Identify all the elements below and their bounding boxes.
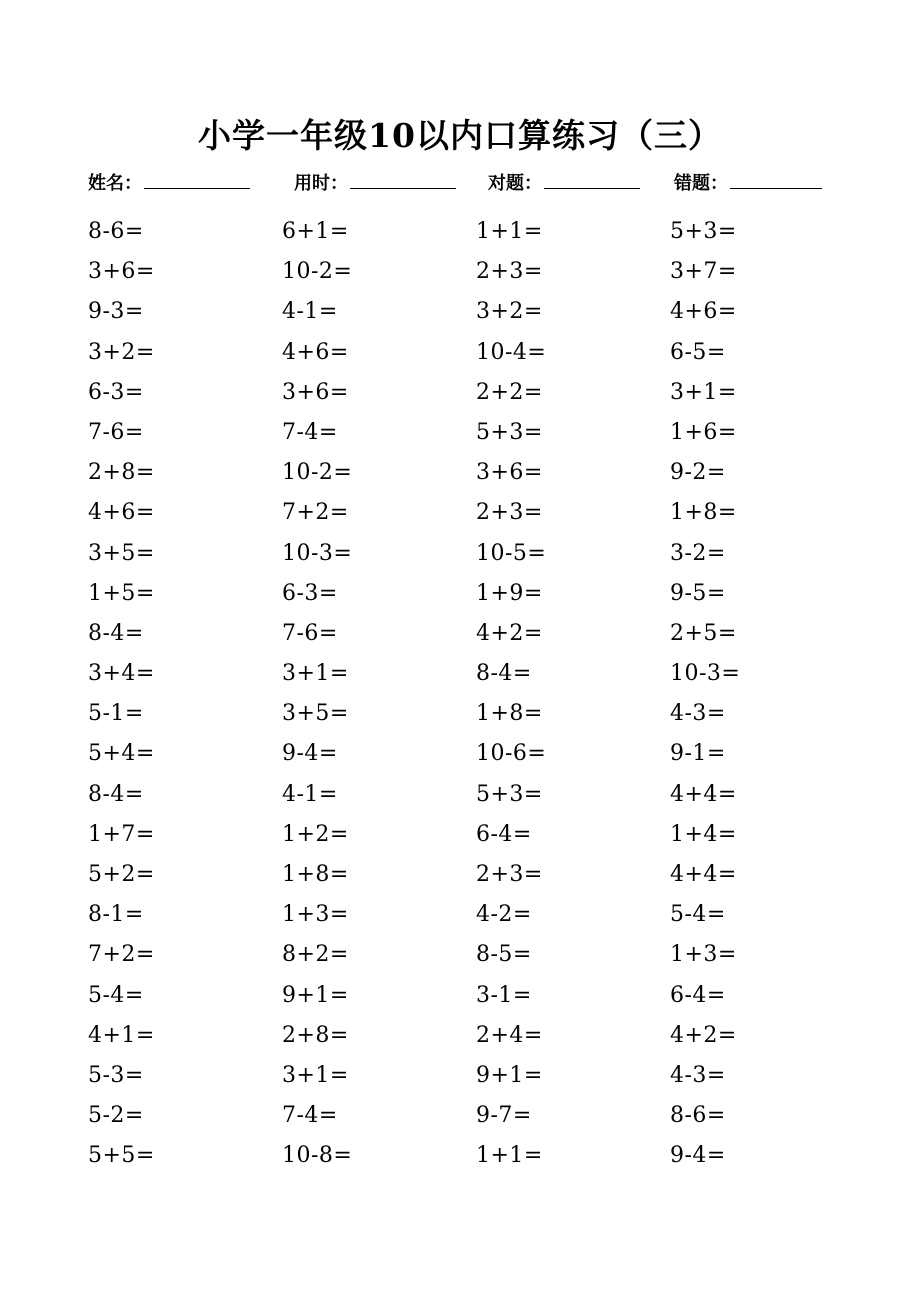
arithmetic-problem[interactable]: 7-4= [282, 1103, 338, 1129]
arithmetic-problem[interactable]: 3+1= [670, 379, 737, 405]
arithmetic-problem[interactable]: 9+1= [476, 1062, 543, 1088]
arithmetic-problem[interactable]: 4+4= [670, 862, 737, 887]
problem-row [88, 252, 848, 292]
arithmetic-problem[interactable]: 2+4= [476, 1022, 543, 1048]
arithmetic-problem[interactable]: 4+1= [88, 1022, 155, 1048]
arithmetic-problem[interactable]: 10-3= [670, 661, 741, 687]
problem-row [88, 373, 848, 413]
arithmetic-problem[interactable]: 2+3= [476, 862, 543, 887]
arithmetic-problem[interactable]: 4-3= [670, 1062, 726, 1088]
arithmetic-problem[interactable]: 1+3= [282, 902, 349, 928]
problem-row [88, 815, 848, 855]
arithmetic-problem[interactable]: 10-5= [476, 540, 547, 566]
arithmetic-problem[interactable]: 2+8= [282, 1022, 349, 1048]
arithmetic-problem[interactable]: 1+4= [670, 821, 737, 847]
arithmetic-problem[interactable]: 8-4= [88, 781, 144, 807]
problem-row [88, 1136, 848, 1176]
wrong-field[interactable] [674, 170, 822, 198]
wrong-blank[interactable] [730, 170, 822, 189]
name-label: 姓名： [88, 173, 142, 194]
problem-row [88, 1096, 848, 1136]
arithmetic-problem[interactable]: 5+3= [670, 219, 737, 244]
arithmetic-problem[interactable]: 1+9= [476, 580, 543, 606]
arithmetic-problem[interactable]: 5+3= [476, 419, 543, 445]
arithmetic-problem[interactable]: 9-7= [476, 1103, 532, 1129]
arithmetic-problem[interactable]: 1+5= [88, 580, 155, 606]
arithmetic-problem[interactable]: 7-4= [282, 419, 338, 445]
arithmetic-problem[interactable]: 9-4= [282, 741, 338, 767]
arithmetic-problem[interactable]: 5+5= [88, 1143, 155, 1169]
problem-row [88, 734, 848, 774]
student-info-row [88, 170, 848, 200]
arithmetic-problem[interactable]: 6-4= [670, 982, 726, 1008]
arithmetic-problem[interactable]: 2+3= [476, 259, 543, 285]
arithmetic-problem[interactable]: 6-5= [670, 339, 726, 365]
arithmetic-problem[interactable]: 3+1= [282, 1062, 349, 1088]
arithmetic-problem[interactable]: 10-4= [476, 339, 547, 365]
arithmetic-problem[interactable]: 3+7= [670, 259, 737, 285]
arithmetic-problem[interactable]: 10-2= [282, 460, 353, 486]
problem-row [88, 212, 848, 252]
arithmetic-problem[interactable]: 1+8= [670, 500, 737, 526]
arithmetic-problem[interactable]: 9-1= [670, 741, 726, 767]
arithmetic-problem[interactable]: 9-4= [670, 1143, 726, 1169]
arithmetic-problem[interactable]: 3+5= [282, 701, 349, 727]
arithmetic-problem[interactable]: 1+1= [476, 219, 543, 244]
arithmetic-problem[interactable]: 4+2= [476, 620, 543, 646]
arithmetic-problem[interactable]: 3+1= [282, 661, 349, 687]
arithmetic-problem[interactable]: 3+4= [88, 661, 155, 687]
arithmetic-problem[interactable]: 5+2= [88, 862, 155, 887]
arithmetic-problem[interactable]: 1+1= [476, 1143, 543, 1169]
arithmetic-problem[interactable]: 3+6= [282, 379, 349, 405]
problem-row [88, 292, 848, 332]
arithmetic-problem[interactable]: 8-4= [88, 620, 144, 646]
name-blank[interactable] [144, 170, 250, 189]
arithmetic-problem[interactable]: 6-4= [476, 821, 532, 847]
arithmetic-problem[interactable]: 5+3= [476, 781, 543, 807]
arithmetic-problem[interactable]: 3+6= [88, 259, 155, 285]
arithmetic-problem[interactable]: 8-1= [88, 902, 144, 928]
problem-row [88, 976, 848, 1016]
problem-row [88, 453, 848, 493]
arithmetic-problem[interactable]: 7-6= [282, 620, 338, 646]
arithmetic-problem[interactable]: 4-3= [670, 701, 726, 727]
arithmetic-problem[interactable]: 4+2= [670, 1022, 737, 1048]
arithmetic-problem[interactable]: 3-1= [476, 982, 532, 1008]
arithmetic-problem[interactable]: 1+2= [282, 821, 349, 847]
time-blank[interactable] [350, 170, 456, 189]
page-title: 小学一年级10以内口算练习（三） [198, 116, 722, 155]
time-label: 用时： [294, 173, 348, 194]
arithmetic-problem[interactable]: 7+2= [88, 942, 155, 968]
problem-row [88, 694, 848, 734]
arithmetic-problem[interactable]: 7-6= [88, 419, 144, 445]
arithmetic-problem[interactable]: 10-3= [282, 540, 353, 566]
arithmetic-problem[interactable]: 6-3= [282, 580, 338, 606]
problem-row [88, 935, 848, 975]
arithmetic-problem[interactable]: 5-4= [670, 902, 726, 928]
arithmetic-problem[interactable]: 8-6= [670, 1103, 726, 1129]
correct-label: 对题： [488, 173, 542, 194]
time-field[interactable] [294, 170, 456, 198]
wrong-label: 错题： [674, 173, 728, 194]
arithmetic-problem[interactable]: 4+6= [88, 500, 155, 526]
arithmetic-problem[interactable]: 8-6= [88, 219, 144, 244]
arithmetic-problem[interactable]: 3+2= [88, 339, 155, 365]
arithmetic-problem[interactable]: 2+3= [476, 500, 543, 526]
arithmetic-problem[interactable]: 1+8= [282, 862, 349, 887]
arithmetic-problem[interactable]: 10-6= [476, 741, 547, 767]
arithmetic-problem[interactable]: 2+5= [670, 620, 737, 646]
arithmetic-problem[interactable]: 3+2= [476, 299, 543, 325]
problem-row [88, 413, 848, 453]
name-field[interactable] [88, 170, 250, 198]
arithmetic-problem[interactable]: 10-8= [282, 1143, 353, 1169]
arithmetic-problem[interactable]: 4+6= [670, 299, 737, 325]
arithmetic-problem[interactable]: 6-3= [88, 379, 144, 405]
arithmetic-problem[interactable]: 9-3= [88, 299, 144, 325]
problem-row [88, 1056, 848, 1096]
arithmetic-problem[interactable]: 1+8= [476, 701, 543, 727]
arithmetic-problem[interactable]: 8-4= [476, 661, 532, 687]
problem-row [88, 775, 848, 815]
problem-row [88, 333, 848, 373]
arithmetic-problem[interactable]: 5-2= [88, 1103, 144, 1129]
arithmetic-problem[interactable]: 1+3= [670, 942, 737, 968]
arithmetic-problem[interactable]: 7+2= [282, 500, 349, 526]
problem-row [88, 574, 848, 614]
correct-field[interactable] [488, 170, 640, 198]
arithmetic-problem[interactable]: 8-5= [476, 942, 532, 968]
problem-row [88, 534, 848, 574]
arithmetic-problem[interactable]: 5-1= [88, 701, 144, 727]
arithmetic-problem[interactable]: 4+4= [670, 781, 737, 807]
arithmetic-problem[interactable]: 1+7= [88, 821, 155, 847]
arithmetic-problem[interactable]: 10-2= [282, 259, 353, 285]
problem-row [88, 614, 848, 654]
problem-row [88, 1016, 848, 1056]
arithmetic-problem[interactable]: 2+8= [88, 460, 155, 486]
arithmetic-problem[interactable]: 5-4= [88, 982, 144, 1008]
arithmetic-problem[interactable]: 3-2= [670, 540, 726, 566]
correct-blank[interactable] [544, 170, 640, 189]
arithmetic-problem[interactable]: 9-2= [670, 460, 726, 486]
problem-grid [88, 212, 848, 1177]
arithmetic-problem[interactable]: 3+6= [476, 460, 543, 486]
arithmetic-problem[interactable]: 3+5= [88, 540, 155, 566]
problem-row [88, 895, 848, 935]
arithmetic-problem[interactable]: 2+2= [476, 379, 543, 405]
arithmetic-problem[interactable]: 8+2= [282, 942, 349, 968]
arithmetic-problem[interactable]: 4-1= [282, 299, 338, 325]
arithmetic-problem[interactable]: 5+4= [88, 741, 155, 767]
arithmetic-problem[interactable]: 9-5= [670, 580, 726, 606]
arithmetic-problem[interactable]: 4-1= [282, 781, 338, 807]
arithmetic-problem[interactable]: 4-2= [476, 902, 532, 928]
arithmetic-problem[interactable]: 5-3= [88, 1062, 144, 1088]
problem-row [88, 654, 848, 694]
problem-row [88, 493, 848, 533]
arithmetic-problem[interactable]: 4+6= [282, 339, 349, 365]
arithmetic-problem[interactable]: 1+6= [670, 419, 737, 445]
arithmetic-problem[interactable]: 6+1= [282, 219, 349, 244]
problem-row [88, 855, 848, 895]
arithmetic-problem[interactable]: 9+1= [282, 982, 349, 1008]
